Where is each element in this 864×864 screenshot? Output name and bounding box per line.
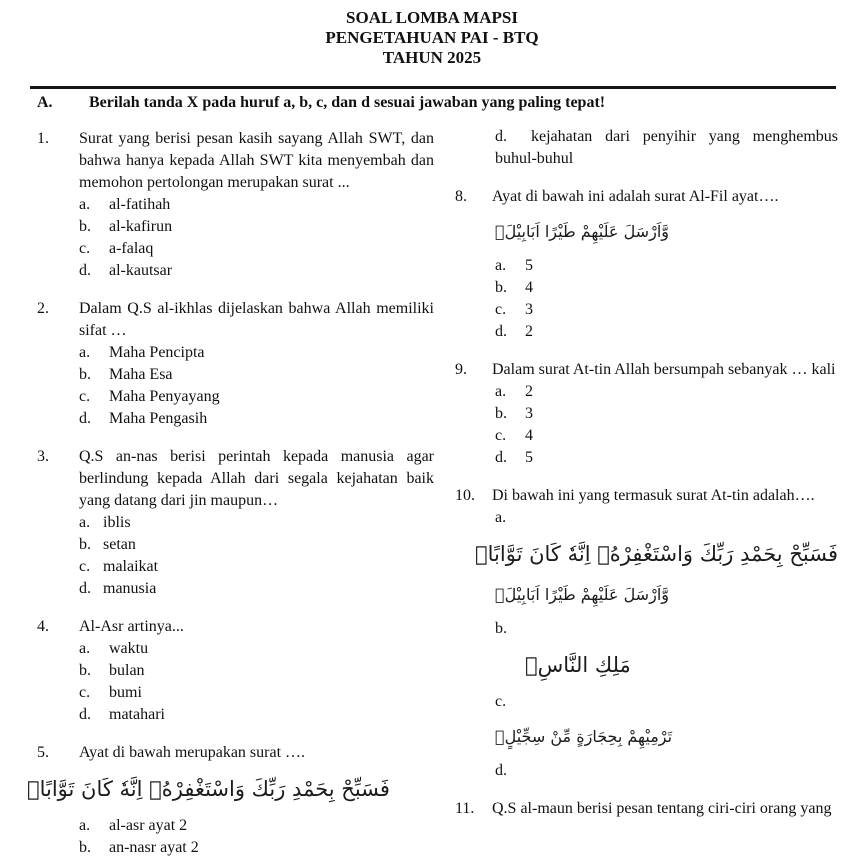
option-text: al-kafirun: [109, 218, 173, 235]
option-text: bulan: [109, 662, 145, 679]
arabic-verse: مَلِكِ النَّاسِۙ: [525, 653, 631, 677]
option-b: [37, 216, 434, 238]
option-label: d.: [79, 262, 91, 279]
option-label: b.: [495, 279, 507, 296]
question-10: [455, 485, 838, 507]
option-b: [455, 403, 838, 425]
question-9: [455, 359, 838, 381]
page-header: [0, 8, 864, 68]
option-a: [455, 255, 838, 277]
question-number: 8.: [455, 188, 467, 205]
question-number: 10.: [455, 487, 475, 504]
option-a: [37, 194, 434, 216]
option-d: [37, 260, 434, 282]
header-subtitle: PENGETAHUAN PAI - BTQ: [325, 28, 539, 47]
option-text: Maha Penyayang: [109, 388, 220, 405]
option-c: [455, 299, 838, 321]
question-text: Al-Asr artinya...: [79, 618, 184, 635]
section-a-heading: [37, 93, 837, 113]
option-a: [37, 512, 434, 534]
option-text: 4: [525, 279, 533, 296]
option-label: c.: [495, 427, 507, 444]
option-label: b.: [79, 536, 91, 553]
option-d: [455, 447, 838, 469]
option-label: c.: [79, 684, 91, 701]
option-letter-d: d.: [495, 762, 507, 779]
option-d: [37, 408, 434, 430]
option-a: [37, 342, 434, 364]
option-c: [37, 386, 434, 408]
arabic-verse: فَسَبِّحْ بِحَمْدِ رَبِّكَ وَاسْتَغْفِرْهُۗ اِنَّهٗ كَانَ تَوَّابًاۙ: [27, 777, 390, 801]
question-3: [37, 446, 434, 512]
section-instruction: Berilah tanda X pada huruf a, b, c, dan d sesuai jawaban yang paling tepat!: [89, 94, 606, 111]
option-letter-b: b.: [495, 620, 507, 637]
arabic-verse: وَّاَرْسَلَ عَلَيْهِمْ طَيْرًا اَبَابِيْلَۙ: [495, 222, 669, 241]
option-label: a.: [495, 257, 507, 274]
option-text: al-kautsar: [109, 262, 173, 279]
option-text: setan: [103, 536, 136, 553]
option-text: Maha Pencipta: [109, 344, 205, 361]
option-text: 2: [525, 383, 533, 400]
question-number: 9.: [455, 361, 467, 378]
option-text: malaikat: [103, 558, 159, 575]
option-text: an-nasr ayat 2: [109, 839, 199, 856]
option-text: a-falaq: [109, 240, 154, 257]
question-8: [455, 186, 838, 208]
option-label: c.: [79, 388, 91, 405]
question-text: Ayat di bawah merupakan surat ….: [79, 744, 306, 761]
option-label: b.: [79, 218, 91, 235]
option-text: 2: [525, 323, 533, 340]
right-column: [455, 112, 838, 820]
option-label: c.: [79, 240, 91, 257]
option-text: 3: [525, 301, 533, 318]
option-label: a.: [79, 344, 91, 361]
header-title: SOAL LOMBA MAPSI: [346, 8, 518, 27]
option-c: [37, 238, 434, 260]
header-year: TAHUN 2025: [382, 48, 482, 67]
option-letter-c: c.: [495, 693, 507, 710]
option-label: d.: [79, 410, 91, 427]
question-number: 5.: [37, 744, 49, 761]
option-label: c.: [495, 301, 507, 318]
option-a: [455, 381, 838, 403]
question-text: Dalam surat At-tin Allah bersumpah sebanyak … kali: [492, 361, 836, 378]
option-label: a.: [79, 514, 91, 531]
question-number: 4.: [37, 618, 49, 635]
question-number: 11.: [455, 800, 475, 817]
arabic-verse: فَسَبِّحْ بِحَمْدِ رَبِّكَ وَاسْتَغْفِرْهُۗ اِنَّهٗ كَانَ تَوَّابًاۙ: [475, 542, 838, 566]
option-label: b.: [79, 839, 91, 856]
option-text: Maha Esa: [109, 366, 173, 383]
option-c: [455, 425, 838, 447]
option-text: 4: [525, 427, 533, 444]
option-b: [37, 534, 434, 556]
option-text: 5: [525, 257, 533, 274]
option-label: d.: [495, 449, 507, 466]
option-d: [37, 578, 434, 600]
option-text: al-asr ayat 2: [109, 817, 188, 834]
option-label: d.: [79, 580, 91, 597]
question-text: Di bawah ini yang termasuk surat At-tin adalah….: [492, 487, 815, 504]
option-text: 3: [525, 405, 533, 422]
option-label: b.: [79, 366, 91, 383]
left-column: [27, 112, 434, 859]
question-number: 1.: [37, 130, 49, 147]
section-label: A.: [37, 94, 53, 111]
option-c: [37, 556, 434, 578]
option-label: a.: [79, 640, 91, 657]
option-label: d.: [79, 706, 91, 723]
question-text: Q.S an-nas berisi perintah kepada manusia agar berlindung kepada Allah dari segala kejahatan baik yang datang dari jin maupun…: [79, 448, 434, 509]
question-2: [37, 298, 434, 342]
option-b: [37, 837, 434, 859]
option-label: a.: [79, 196, 91, 213]
option-text: matahari: [109, 706, 165, 723]
option-continuation: d. kejahatan dari penyihir yang menghembus buhul-buhul: [495, 128, 838, 167]
question-number: 2.: [37, 300, 49, 317]
question-11: [455, 798, 838, 820]
option-label: b.: [79, 662, 91, 679]
option-d: [37, 704, 434, 726]
option-label: b.: [495, 405, 507, 422]
option-a: [37, 638, 434, 660]
option-label: c.: [79, 558, 91, 575]
question-text: Surat yang berisi pesan kasih sayang Allah SWT, dan bahwa hanya kepada Allah SWT kita menyembah dan memohon pertolongan merupakan surat ...: [79, 130, 434, 191]
option-text: manusia: [103, 580, 157, 597]
option-text: waktu: [109, 640, 149, 657]
question-5: [37, 742, 434, 764]
option-text: al-fatihah: [109, 196, 171, 213]
question-text: Dalam Q.S al-ikhlas dijelaskan bahwa Allah memiliki sifat …: [79, 300, 434, 339]
option-text: iblis: [103, 514, 131, 531]
question-text: Ayat di bawah ini adalah surat Al-Fil ayat….: [492, 188, 779, 205]
question-number: 3.: [37, 448, 49, 465]
option-b: [455, 277, 838, 299]
option-label: d.: [495, 128, 507, 145]
option-d: [455, 321, 838, 343]
option-text: bumi: [109, 684, 142, 701]
arabic-verse: تَرْمِيْهِمْ بِحِجَارَةٍ مِّنْ سِجِّيْلٍۙ: [495, 727, 673, 746]
option-label: d.: [495, 323, 507, 340]
option-label: a.: [79, 817, 91, 834]
question-1: [37, 128, 434, 194]
header-divider: [30, 86, 836, 89]
question-4: [37, 616, 434, 638]
option-c: [37, 682, 434, 704]
option-a: [37, 815, 434, 837]
option-b: [37, 660, 434, 682]
option-text: 5: [525, 449, 533, 466]
option-text: Maha Pengasih: [109, 410, 208, 427]
option-letter-a: a.: [495, 509, 507, 526]
option-b: [37, 364, 434, 386]
question-text: Q.S al-maun berisi pesan tentang ciri-ciri orang yang: [492, 800, 832, 817]
option-label: a.: [495, 383, 507, 400]
arabic-verse: وَّاَرْسَلَ عَلَيْهِمْ طَيْرًا اَبَابِيْلَۙ: [495, 585, 669, 604]
